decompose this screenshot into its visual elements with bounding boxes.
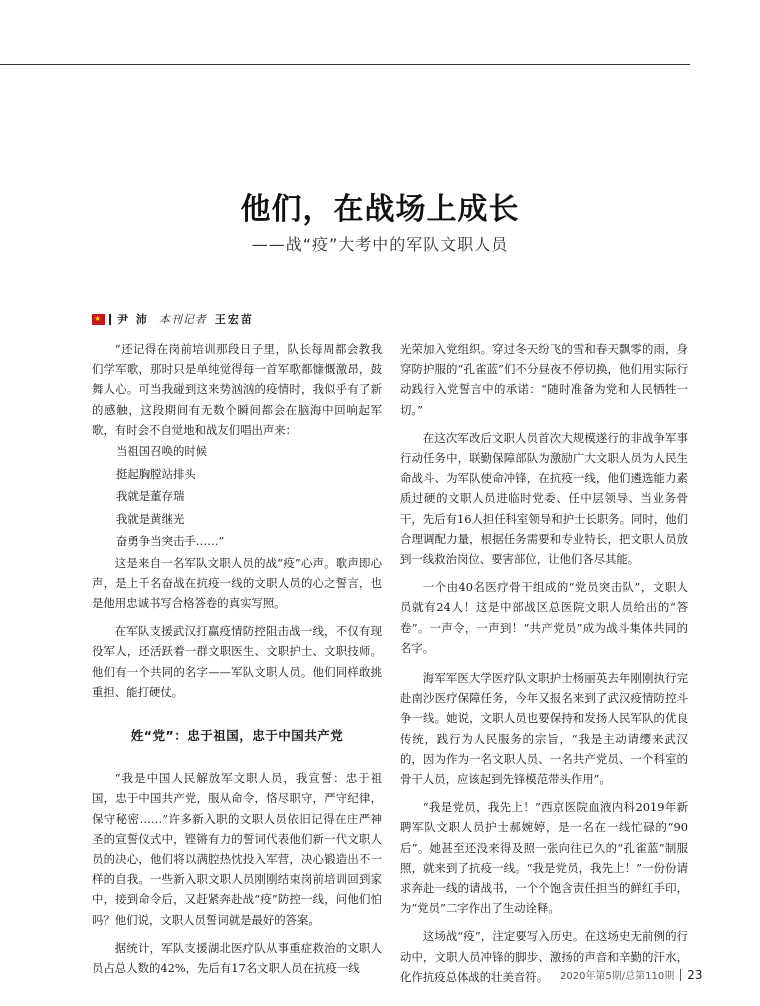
byline-reporter: 王宏苗 (214, 313, 254, 326)
footer-divider (680, 969, 681, 981)
section-heading: 姓“党”：忠于祖国，忠于中国共产党 (130, 727, 344, 743)
paragraph: 这是来自一名军队文职人员的战“疫”心声。歌声即心声，是上千名奋战在抗疫一线的文职人员的心之誓言，也是他用忠诚书写合格答卷的真实写照。 (92, 555, 382, 610)
paragraph: “我是党员，我先上！”西京医院血液内科2019年新聘军队文职人员护士郝婉婷，是一名在一线忙碌的“90后”。她甚至还没来得及照一张向往已久的“孔雀蓝”制服照，就来到了抗疫一线。“我是党员，我先上！”一份份请求奔赴一线的请战书，一个个饱含责任担当的鲜红手印，为“党员”二字作出了生动诠释。 (400, 800, 688, 916)
paragraph: 据统计，军队支援湖北医疗队从事重症救治的文职人员占总人数的42%，先后有17名文职人员在抗疫一线 (92, 940, 382, 975)
top-divider (0, 64, 690, 65)
article-title: 他们，在战场上成长 (240, 192, 520, 227)
flag-icon (92, 314, 105, 325)
byline-role: 本刊记者 (158, 313, 207, 326)
lyric-line: 挺起胸膛站排头 (116, 466, 196, 481)
lyric-line: 我就是黄继光 (116, 511, 185, 526)
byline-divider (109, 314, 111, 325)
page-footer (560, 967, 703, 982)
page-number: 23 (687, 967, 703, 982)
lyric-line: 当祖国召唤的时候 (116, 444, 208, 459)
byline-authors: 尹 沛 (117, 313, 149, 326)
song-lyrics (92, 440, 382, 553)
left-column (92, 339, 382, 978)
paragraph: 海军军医大学医疗队文职护士杨丽英去年刚刚执行完赴南沙医疗保障任务，今年又报名来到了武汉疫情防控斗争一线。她说，文职人员也要保持和发扬人民军队的优良传统，践行为人民服务的宗旨，“我是主动请缨来武汉的，因为作为一名文职人员、一名共产党员、一个科室的骨干人员，应该起到先锋模范带头作用”。 (400, 671, 688, 787)
paragraph: 在军队支援武汉打赢疫情防控阻击战一线，不仅有现役军人，还活跃着一群文职医生、文职护士、文职技师。他们有一个共同的名字——军队文职人员。他们同样敢挑重担、能打硬仗。 (92, 624, 382, 699)
paragraph: “我是中国人民解放军文职人员，我宣誓：忠于祖国，忠于中国共产党，服从命令，恪尽职守，严守纪律，保守秘密……”许多新入职的文职人员依旧记得在庄严神圣的宣誓仪式中，铿锵有力的誓词代表他们新一代文职人员的决心，他们将以满腔热忱投入军营，决心锻造出不一样的自我。一些新入职文职人员刚刚结束岗前培训回到家中，接到命令后，又赶紧奔赴战“疫”防控一线，问他们怕吗？他们说，文职人员誓词就是最好的答案。 (92, 771, 382, 927)
issue-label: 2020年第5期/总第110期 (560, 971, 675, 982)
paragraph: 光荣加入党组织。穿过冬天纷飞的雪和春天飘零的雨，身穿防护服的“孔雀蓝”们不分昼夜不停切换，他们用实际行动践行入党誓言中的承诺：“随时准备为党和人民牺牲一切。” (400, 342, 688, 417)
paragraph: “还记得在岗前培训那段日子里，队长每周都会教我们学军歌，那时只是单纯觉得每一首军歌都慷慨激昂，鼓舞人心。可当我碰到这来势汹汹的疫情时，我似乎有了新的感触，这段期间有无数个瞬间都会在脑海中回响起军歌，有时会不自觉地和战友们唱出声来： (92, 342, 382, 437)
article-subtitle: ——战“疫”大考中的军队文职人员 (251, 235, 509, 254)
right-column (400, 339, 688, 987)
paragraph: 这场战“疫”，注定要写入历史。在这场史无前例的行动中，文职人员冲锋的脚步、激扬的声音和辛勤的汗水，化作抗疫总体战的壮美音符。 (400, 929, 688, 984)
paragraph: 一个由40名医疗骨干组成的“党员突击队”，文职人员就有24人！这是中部战区总医院文职人员给出的“答卷”。一声令，一声到！“共产党员”成为战斗集体共同的名字。 (400, 580, 688, 655)
lyric-line: 我就是董存瑞 (116, 489, 185, 504)
lyric-line: 奋勇争当突击手……” (116, 534, 225, 549)
byline (92, 311, 254, 327)
paragraph: 在这次军改后文职人员首次大规模遂行的非战争军事行动任务中，联勤保障部队为激励广大文职人员为人民生命战斗、为军队使命冲锋，在抗疫一线，他们遴选能力素质过硬的文职人员进临时党委、任中层领导、当业务骨干，先后有16人担任科室领导和护士长职务。同时，他们合理调配力量，根据任务需要和专业特长，把文职人员放到一线救治岗位、要害部位，让他们各尽其能。 (400, 430, 688, 567)
